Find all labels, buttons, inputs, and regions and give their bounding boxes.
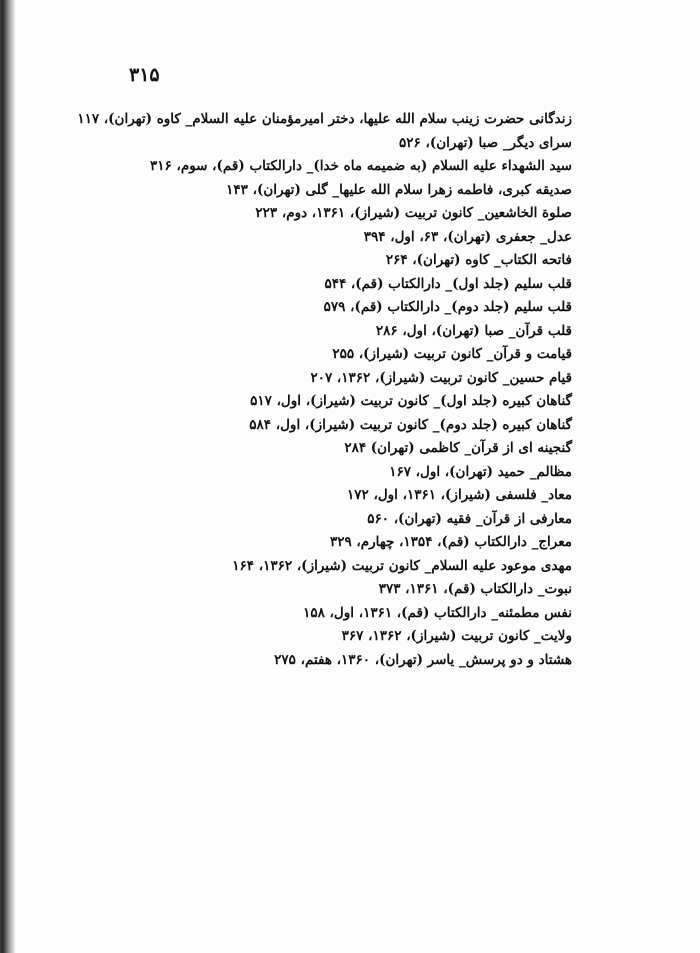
list-item xyxy=(102,390,572,414)
entry-text: قیام حسین_ کانون تربیت (شیراز)، ۱۳۶۲، ۲۰۷ xyxy=(310,369,572,386)
entry-text: قلب قرآن_ صبا (تهران)، اول، ۲۸۶ xyxy=(375,322,572,339)
entry-text: صدیقه کبری، فاطمه زهرا سلام الله علیها_ گلی (تهران)، ۱۴۳ xyxy=(226,181,572,198)
list-item xyxy=(102,437,572,461)
list-item xyxy=(102,508,572,532)
entry-text: گناهان کبیره (جلد دوم)_ کانون تربیت (شیراز)، اول، ۵۸۴ xyxy=(249,416,572,433)
entry-text: معراج_ دارالکتاب (قم)، ۱۳۵۴، چهارم، ۳۲۹ xyxy=(329,534,572,550)
list-item xyxy=(102,343,572,367)
entry-text: قلب سلیم (جلد اول)_ دارالکتاب (قم)، ۵۴۴ xyxy=(324,275,572,292)
list-item xyxy=(102,155,572,179)
list-item xyxy=(102,461,572,485)
list-item xyxy=(102,367,572,391)
list-item xyxy=(102,602,572,626)
entry-text: عدل_ جعفری (تهران)، ۶۳، اول، ۳۹۴ xyxy=(363,228,572,245)
list-item xyxy=(102,484,572,508)
list-item xyxy=(102,555,572,579)
entry-text: معارفی از قرآن_ فقیه (تهران)، ۵۶۰ xyxy=(367,510,572,527)
page-number: ۳۱۵ xyxy=(129,64,160,86)
entry-text: گناهان کبیره (جلد اول)_ کانون تربیت (شیراز)، اول، ۵۱۷ xyxy=(250,393,572,409)
entry-text: معاد_ فلسفی (شیراز)، ۱۳۶۱، اول، ۱۷۲ xyxy=(347,487,572,503)
entry-text: گنجینه ای از قرآن_ کاظمی (تهران) ۲۸۴ xyxy=(344,440,572,456)
entry-text: هشتاد و دو پرسش_ یاسر (تهران)، ۱۳۶۰، هفتم، ۲۷۵ xyxy=(274,651,572,668)
list-item xyxy=(102,179,572,203)
bibliography-list xyxy=(77,108,572,672)
entry-text: فاتحه الکتاب_ کاوه (تهران)، ۲۶۴ xyxy=(385,252,572,268)
entry-text: صلوة الخاشعین_ کانون تربیت (شیراز)، ۱۳۶۱، دوم، ۲۲۳ xyxy=(255,205,572,221)
list-item xyxy=(102,273,572,297)
entry-text-continuation: سرای دیگر_ صبا (تهران)، ۵۲۶ xyxy=(399,134,572,151)
scan-binding-edge xyxy=(0,0,16,953)
entry-text: نبوت_ دارالکتاب (قم)، ۱۳۶۱، ۳۷۳ xyxy=(378,581,572,597)
list-item xyxy=(102,531,572,555)
list-item xyxy=(102,226,572,250)
entry-text: قلب سلیم (جلد دوم)_ دارالکتاب (قم)، ۵۷۹ xyxy=(323,299,572,315)
list-item xyxy=(102,578,572,602)
list-item xyxy=(102,414,572,438)
entry-text: مهدی موعود علیه السلام_ کانون تربیت (شیراز)، ۱۳۶۲، ۱۶۴ xyxy=(232,557,572,574)
list-item xyxy=(102,625,572,649)
entry-text: مظالم_ حمید (تهران)، اول، ۱۶۷ xyxy=(389,463,572,480)
entry-text: زندگانی حضرت زینب سلام الله علیها، دختر امیرمؤمنان علیه السلام_ کاوه (تهران)، ۱۱۷ xyxy=(77,111,572,127)
entry-text: قیامت و قرآن_ کانون تربیت (شیراز)، ۲۵۵ xyxy=(332,346,572,362)
list-item xyxy=(102,320,572,344)
list-item xyxy=(102,296,572,320)
list-item xyxy=(102,202,572,226)
entry-text: ولایت_ کانون تربیت (شیراز)، ۱۳۶۲، ۳۶۷ xyxy=(341,628,572,644)
entry-text: نفس مطمئنه_ دارالکتاب (قم)، ۱۳۶۱، اول، ۱۵۸ xyxy=(303,604,572,621)
list-item xyxy=(102,649,572,673)
list-item xyxy=(77,108,572,155)
entry-text: سید الشهداء علیه السلام (به ضمیمه ماه خدا)_ دارالکتاب (قم)، سوم، ۳۱۶ xyxy=(150,158,572,174)
list-item xyxy=(102,249,572,273)
